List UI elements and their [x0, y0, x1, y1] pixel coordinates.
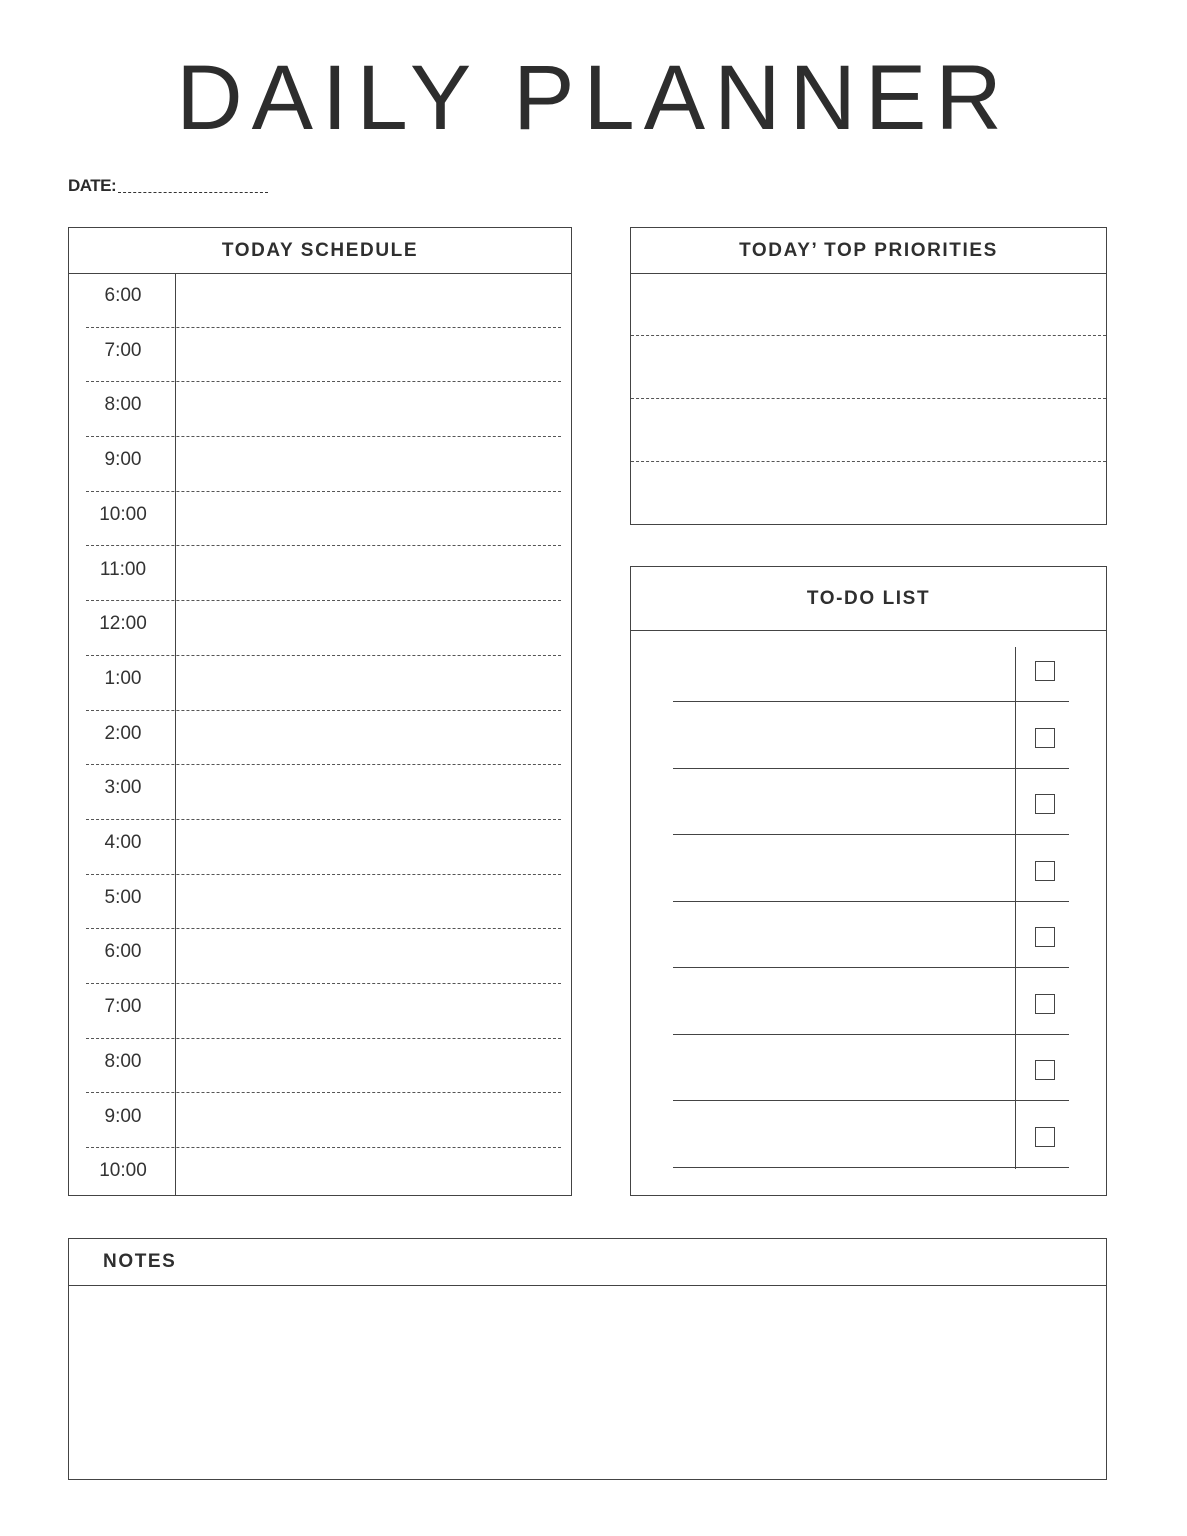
date-label: DATE:: [68, 176, 117, 195]
schedule-time-label: 10:00: [99, 503, 147, 525]
date-input-line[interactable]: [118, 192, 268, 193]
schedule-section: [68, 227, 572, 1196]
schedule-row[interactable]: [69, 929, 573, 984]
schedule-time-label: 12:00: [99, 613, 147, 635]
schedule-row[interactable]: [69, 711, 573, 766]
schedule-time-label: 1:00: [104, 667, 142, 689]
schedule-row[interactable]: [69, 1039, 573, 1094]
todo-checkbox-divider: [1015, 647, 1016, 1169]
todo-item-line[interactable]: [673, 768, 1069, 769]
todo-checkbox[interactable]: [1035, 794, 1055, 814]
schedule-title: TODAY SCHEDULE: [69, 228, 571, 274]
todo-checkbox[interactable]: [1035, 994, 1055, 1014]
todo-item-line[interactable]: [673, 1100, 1069, 1101]
schedule-row[interactable]: [69, 437, 573, 492]
schedule-row[interactable]: [69, 984, 573, 1039]
schedule-row[interactable]: [69, 1094, 573, 1149]
schedule-time-label: 6:00: [104, 941, 142, 963]
schedule-row[interactable]: [69, 765, 573, 820]
schedule-time-label: 2:00: [104, 722, 142, 744]
todo-title: TO-DO LIST: [631, 567, 1106, 631]
schedule-time-label: 10:00: [99, 1160, 147, 1182]
schedule-row[interactable]: [69, 601, 573, 656]
schedule-time-label: 7:00: [104, 996, 142, 1018]
priority-line[interactable]: [631, 335, 1106, 336]
schedule-time-label: 8:00: [104, 1050, 142, 1072]
schedule-time-label: 9:00: [104, 449, 142, 471]
todo-checkbox[interactable]: [1035, 661, 1055, 681]
todo-item-line[interactable]: [673, 901, 1069, 902]
schedule-row[interactable]: [69, 656, 573, 711]
todo-checkbox[interactable]: [1035, 1127, 1055, 1147]
schedule-time-label: 5:00: [104, 886, 142, 908]
schedule-row[interactable]: [69, 382, 573, 437]
date-field[interactable]: [68, 172, 268, 196]
notes-title: NOTES: [69, 1239, 1106, 1286]
priority-line[interactable]: [631, 398, 1106, 399]
schedule-row[interactable]: [69, 820, 573, 875]
schedule-time-label: 7:00: [104, 339, 142, 361]
priorities-section: [630, 227, 1107, 525]
page-title: DAILY PLANNER: [176, 47, 1011, 149]
schedule-row[interactable]: [69, 273, 573, 328]
schedule-time-label: 9:00: [104, 1105, 142, 1127]
todo-checkbox[interactable]: [1035, 861, 1055, 881]
schedule-row[interactable]: [69, 492, 573, 547]
schedule-time-label: 4:00: [104, 832, 142, 853]
schedule-row[interactable]: [69, 547, 573, 602]
schedule-time-label: 8:00: [104, 394, 142, 416]
todo-item-line[interactable]: [673, 1034, 1069, 1035]
schedule-time-label: 6:00: [104, 285, 142, 306]
todo-section: [630, 566, 1107, 1196]
priorities-title: TODAY’ TOP PRIORITIES: [631, 228, 1106, 274]
todo-item-line[interactable]: [673, 701, 1069, 702]
todo-item-line[interactable]: [673, 967, 1069, 968]
schedule-row[interactable]: [69, 875, 573, 930]
schedule-time-label: 3:00: [104, 777, 142, 799]
notes-section[interactable]: [68, 1238, 1107, 1480]
schedule-row[interactable]: [69, 1148, 573, 1203]
todo-checkbox[interactable]: [1035, 927, 1055, 947]
schedule-row[interactable]: [69, 328, 573, 383]
schedule-time-label: 11:00: [99, 558, 147, 580]
priority-line[interactable]: [631, 461, 1106, 462]
todo-item-line[interactable]: [673, 1167, 1069, 1168]
todo-checkbox[interactable]: [1035, 728, 1055, 748]
todo-item-line[interactable]: [673, 834, 1069, 835]
todo-checkbox[interactable]: [1035, 1060, 1055, 1080]
